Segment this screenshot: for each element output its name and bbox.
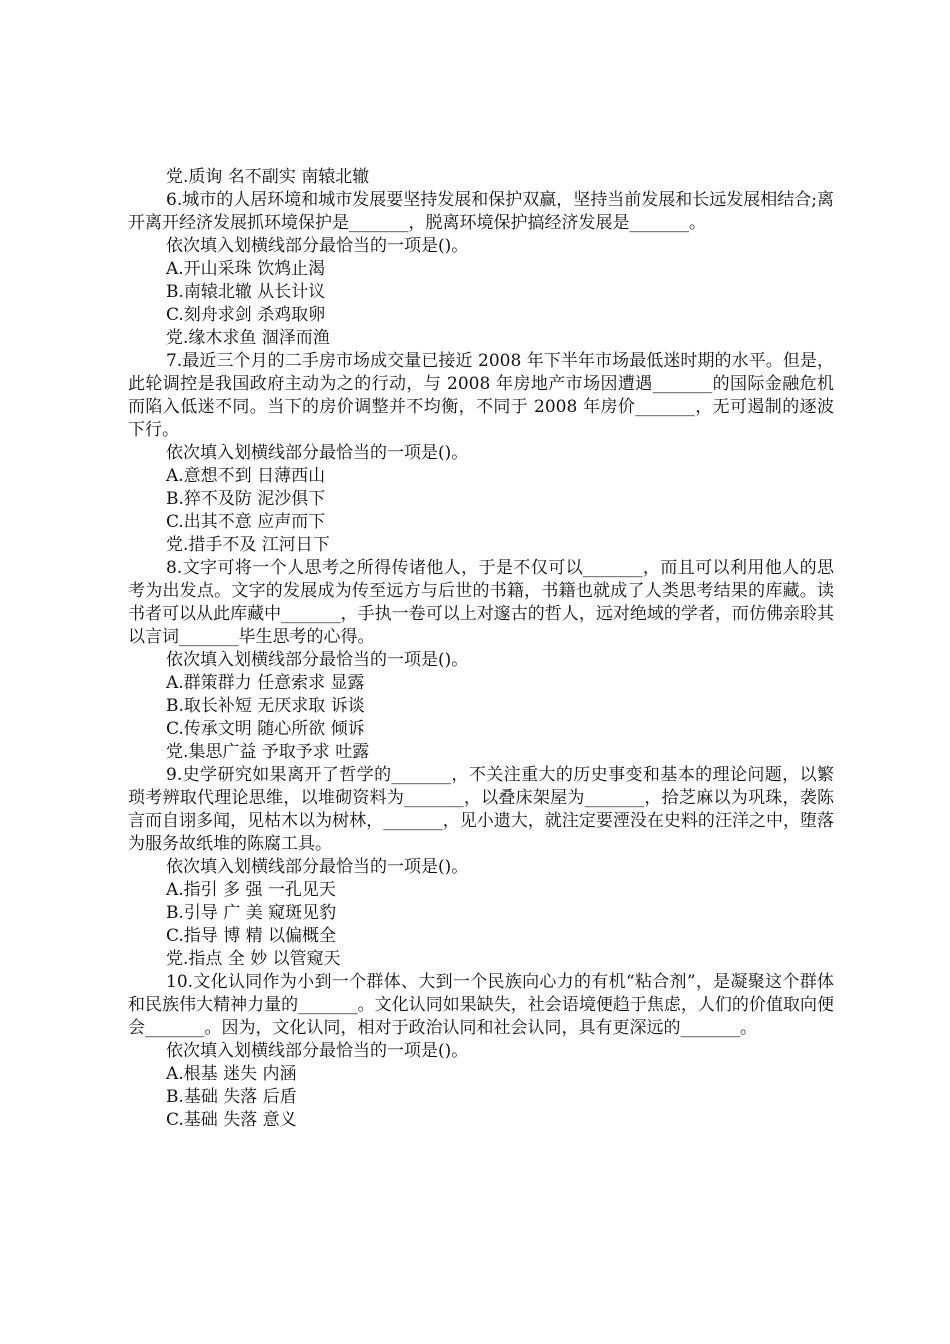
question-8-option-a: A.群策群力 任意索求 显露 — [166, 673, 365, 693]
question-8-option-d: 党.集思广益 予取予求 吐露 — [166, 742, 370, 762]
question-6-text: 6.城市的人居环境和城市发展要坚持发展和保护双赢，坚持当前发展和长远发展相结合;离开离开经济发展抓环境保护是_______，脱离环境保护搞经济发展是_______。 — [128, 190, 834, 233]
question-6-option-d: 党.缘木求鱼 涸泽而渔 — [166, 328, 330, 348]
question-7-text: 7.最近三个月的二手房市场成交量已接近 2008 年下半年市场最低迷时期的水平。但是，此轮调控是我国政府主动为之的行动，与 2008 年房地产市场因遭遇_______的国际金融危机而陷入低迷不同。当下的房价调整并不均衡，不同于 2008 年房价_______，无可遏制的逐波下行。 — [128, 351, 834, 440]
question-10 — [128, 971, 834, 1132]
question-7-option-b: B.猝不及防 泥沙俱下 — [166, 489, 326, 509]
question-8-option-c: C.传承文明 随心所欲 倾诉 — [166, 719, 365, 739]
question-7-option-a: A.意想不到 日薄西山 — [166, 466, 326, 486]
question-10-option-b: B.基础 失落 后盾 — [166, 1087, 297, 1107]
option-d-q5: 党.质询 名不副实 南辕北辙 — [166, 167, 370, 187]
question-9-prompt: 依次填入划横线部分最恰当的一项是()。 — [166, 857, 469, 877]
question-9 — [128, 764, 834, 971]
question-10-prompt: 依次填入划横线部分最恰当的一项是()。 — [166, 1041, 469, 1061]
question-6-option-a: A.开山采珠 饮鸩止渴 — [166, 259, 326, 279]
question-8-prompt: 依次填入划横线部分最恰当的一项是()。 — [166, 650, 469, 670]
question-7 — [128, 350, 834, 557]
question-8 — [128, 557, 834, 764]
question-9-text: 9.史学研究如果离开了哲学的_______，不关注重大的历史事变和基本的理论问题，以繁琐考辨取代理论思维，以堆砌资料为_______，以叠床架屋为_______，拾芝麻以为巩珠，袭陈言而自诩多闻，见枯木以为树林，_______，见小遗大，就注定要湮没在史料的汪洋之中，堕落为服务故纸堆的陈腐工具。 — [128, 765, 834, 854]
question-9-option-c: C.指导 博 精 以偏概全 — [166, 926, 337, 946]
question-6-option-c: C.刻舟求剑 杀鸡取卵 — [166, 305, 326, 325]
question-7-prompt: 依次填入划横线部分最恰当的一项是()。 — [166, 443, 469, 463]
document-page — [128, 166, 834, 1132]
question-10-text: 10.文化认同作为小到一个群体、大到一个民族向心力的有机“粘合剂”，是凝聚这个群体和民族伟大精神力量的_______。文化认同如果缺失，社会语境便趋于焦虑，人们的价值取向便会_______。因为，文化认同，相对于政治认同和社会认同，具有更深远的_______。 — [128, 972, 834, 1038]
question-9-option-d: 党.指点 全 妙 以管窥天 — [166, 949, 341, 969]
question-7-option-d: 党.措手不及 江河日下 — [166, 535, 330, 555]
question-6 — [128, 189, 834, 350]
question-10-option-a: A.根基 迷失 内涵 — [166, 1064, 297, 1084]
question-8-text: 8.文字可将一个人思考之所得传诸他人，于是不仅可以_______，而且可以利用他人的思考为出发点。文字的发展成为传至远方与后世的书籍，书籍也就成了人类思考结果的库藏。读书者可以从此库藏中_______，手执一卷可以上对邃古的哲人，远对绝域的学者，而仿佛亲聆其以言词_______毕生思考的心得。 — [128, 558, 834, 647]
question-9-option-a: A.指引 多 强 一孔见天 — [166, 880, 336, 900]
question-7-option-c: C.出其不意 应声而下 — [166, 512, 326, 532]
question-6-option-b: B.南辕北辙 从长计议 — [166, 282, 326, 302]
question-10-option-c: C.基础 失落 意义 — [166, 1110, 297, 1130]
question-9-option-b: B.引导 广 美 窥斑见豹 — [166, 903, 337, 923]
question-6-prompt: 依次填入划横线部分最恰当的一项是()。 — [166, 236, 469, 256]
question-8-option-b: B.取长补短 无厌求取 诉谈 — [166, 696, 365, 716]
